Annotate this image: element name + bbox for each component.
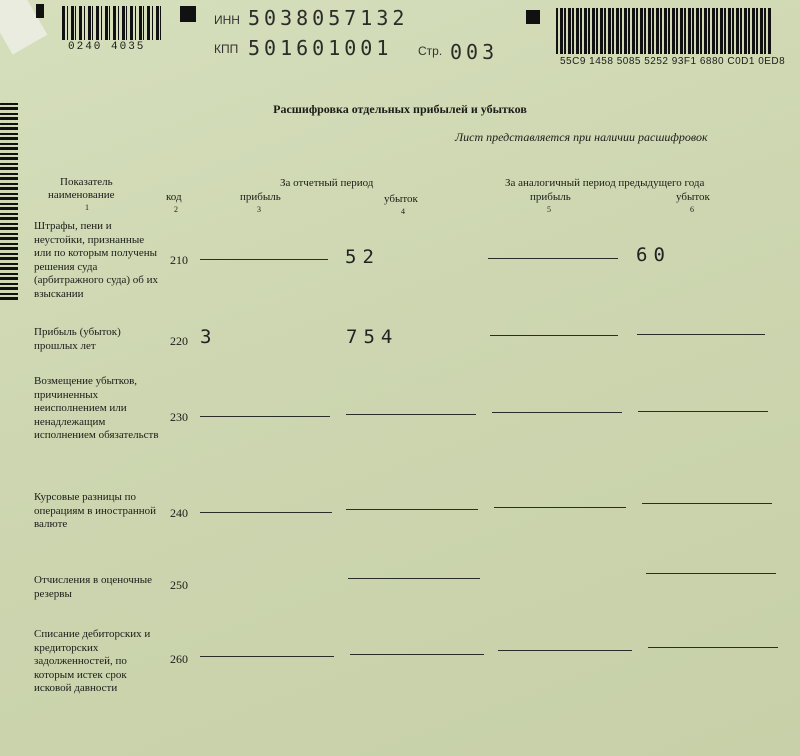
matrix-barcode: [556, 8, 772, 54]
prev-loss-line: [642, 503, 772, 504]
row-code: 250: [170, 578, 188, 592]
column-number: 4: [401, 207, 405, 216]
cur-loss-value: 52: [345, 246, 380, 268]
row-code: 210: [170, 253, 188, 267]
page-label: Стр.: [418, 44, 443, 58]
cur-profit-line: [200, 656, 334, 657]
row-code: 230: [170, 410, 188, 424]
matrix-code: 55C9 1458 5085 5252 93F1 6880 C0D1 0ED8: [560, 56, 786, 67]
cur-loss-line: [346, 509, 478, 510]
page-value: 003: [450, 40, 499, 64]
row-code: 220: [170, 334, 188, 348]
cur-loss-value: 754: [346, 326, 399, 348]
row-label: Штрафы, пени и неустойки, признанные или по которым получены решения суда (арбитражного суда) об их взыскании: [34, 220, 158, 300]
prev-profit-line: [494, 507, 626, 508]
cur-loss-line: [348, 578, 480, 579]
barcode: [62, 6, 164, 40]
column-number: 6: [690, 205, 694, 214]
row-label: Возмещение убытков, причиненных неисполнением или ненадлежащим исполнением обязательств: [34, 375, 159, 441]
header-previous-profit: прибыль: [530, 191, 571, 203]
prev-loss-line: [646, 573, 776, 574]
corner-marker-mid: [180, 6, 196, 22]
prev-loss-value: 60: [636, 244, 671, 266]
corner-marker-right: [526, 10, 540, 24]
cur-loss-line: [350, 654, 484, 655]
page-subtitle: Лист представляется при наличии расшифровок: [455, 130, 708, 144]
side-barcode: [0, 100, 18, 300]
header-current-loss: убыток: [384, 193, 418, 205]
row-label: Прибыль (убыток) прошлых лет: [34, 326, 121, 352]
header-name: наименование: [48, 189, 115, 201]
column-number: 3: [257, 205, 261, 214]
inn-value: 5038057132: [248, 6, 409, 30]
prev-profit-line: [498, 650, 632, 651]
row-code: 240: [170, 506, 188, 520]
cur-profit-line: [200, 512, 332, 513]
kpp-value: 501601001: [248, 36, 393, 60]
column-number: 1: [85, 203, 89, 212]
corner-marker-left: [36, 4, 44, 18]
prev-profit-line: [490, 335, 618, 336]
prev-loss-line: [637, 334, 765, 335]
barcode-number: 0240 4035: [68, 41, 146, 53]
column-number: 2: [174, 205, 178, 214]
header-current-period: За отчетный период: [280, 177, 374, 189]
row-label: Курсовые разницы по операциям в иностранной валюте: [34, 491, 157, 530]
kpp-label: КПП: [214, 42, 239, 56]
row-label: Отчисления в оценочные резервы: [34, 574, 153, 600]
column-number: 5: [547, 205, 551, 214]
page-title: Расшифровка отдельных прибылей и убытков: [273, 102, 527, 116]
cur-profit-value: 3: [200, 326, 218, 348]
header-code: код: [166, 191, 182, 203]
prev-profit-line: [492, 412, 622, 413]
header-previous-loss: убыток: [676, 191, 710, 203]
cur-profit-line: [200, 259, 328, 260]
header-current-profit: прибыль: [240, 191, 281, 203]
prev-loss-line: [648, 647, 778, 648]
header-previous-period: За аналогичный период предыдущего года: [505, 177, 705, 189]
prev-loss-line: [638, 411, 768, 412]
cur-loss-line: [346, 414, 476, 415]
row-code: 260: [170, 652, 188, 666]
inn-label: ИНН: [214, 13, 240, 27]
header-indicator: Показатель: [60, 176, 113, 188]
cur-profit-line: [200, 416, 330, 417]
row-label: Списание дебиторских и кредиторских задолженностей, по которым истек срок исковой давности: [34, 628, 151, 694]
prev-profit-line: [488, 258, 618, 259]
